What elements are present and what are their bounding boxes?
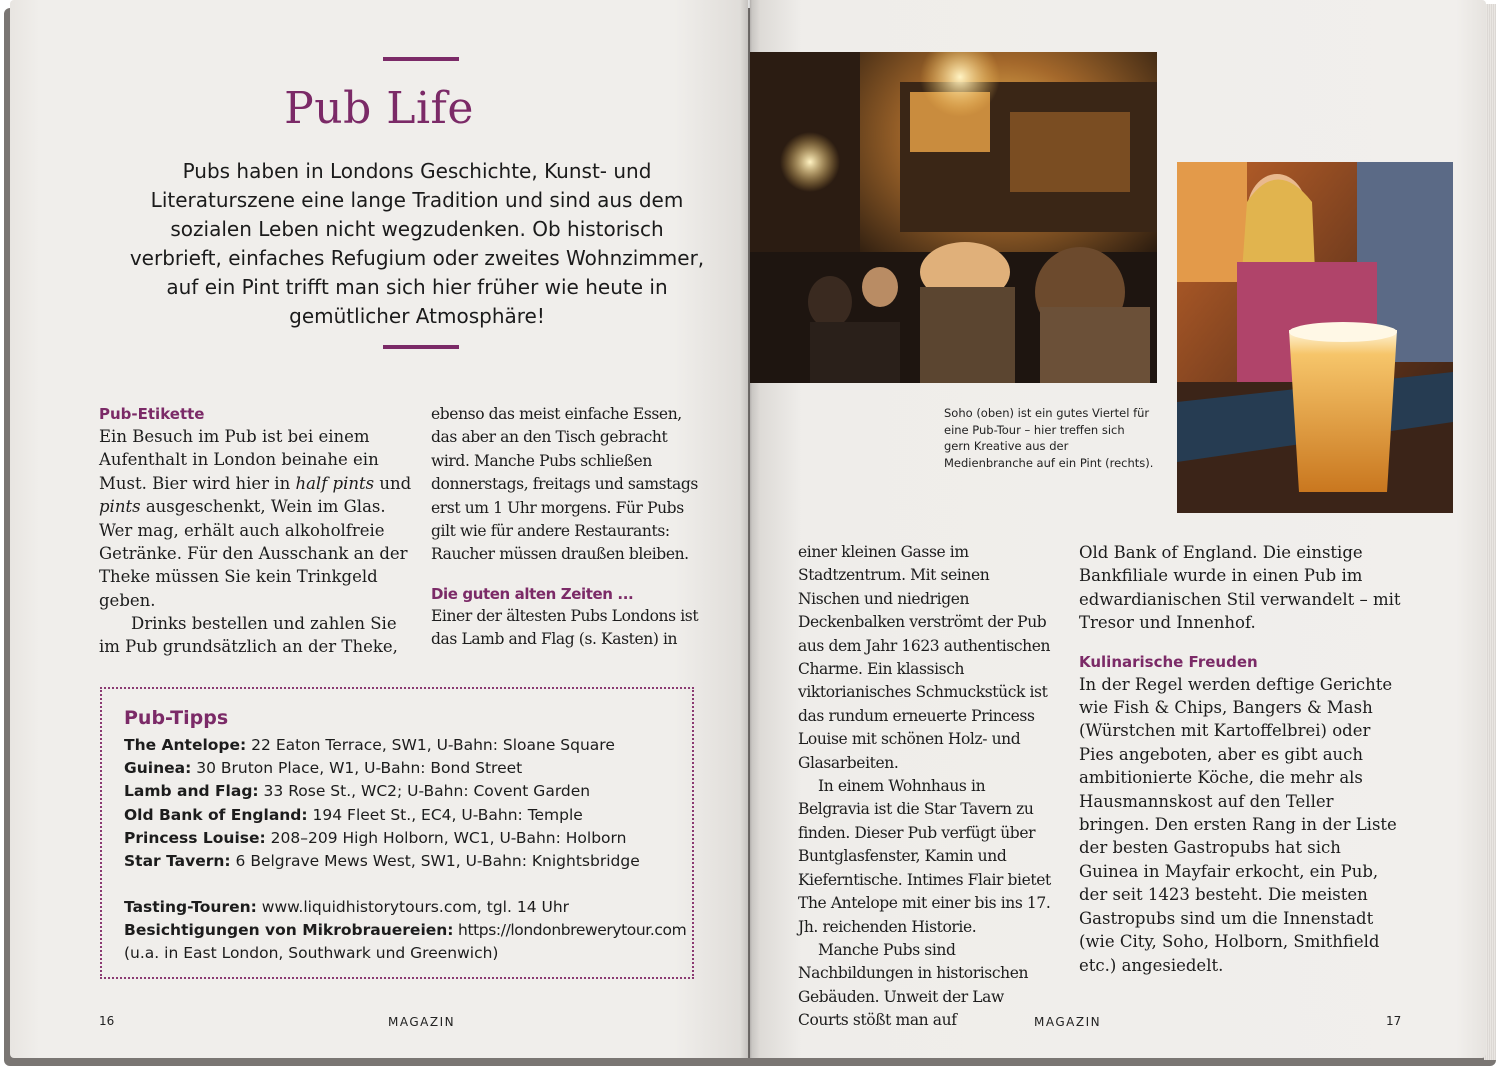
tip-name: Princess Louise: (124, 828, 266, 847)
text-run: Ein Besuch im Pub ist bei einem Aufenthalt in London beinahe ein Must. Bier wird hier in (99, 427, 379, 493)
tasting-tours (124, 896, 689, 919)
running-head-left: MAGAZIN (388, 1015, 456, 1029)
page-title: Pub Life (284, 83, 474, 134)
tip-detail: 33 Rose St., WC2; U-Bahn: Covent Garden (258, 782, 591, 801)
soho-pub-image (750, 52, 1157, 383)
paragraph-star-tavern: In einem Wohnhaus in Belgravia ist die Star Tavern zu finden. Dieser Pub verfügt über Buntglasfenster, Kamin und Kieferntische. Intimes Flair bietet The Antelope mit einer bis ins 17. Jh. reichenden Historie. (798, 777, 1051, 936)
tasting-value: www.liquidhistorytours.com, tgl. 14 Uhr (256, 898, 570, 916)
left-column-2 (431, 403, 706, 652)
tip-item (124, 850, 684, 873)
paragraph-drinks-cont: ebenso das meist einfache Essen, das aber an den Tisch gebracht wird. Manche Pubs schließen donnerstags, freitags und samstags erst um 1 Uhr morgens. Für Pubs gilt wie für andere Restaurants: Raucher müssen draußen bleiben. (431, 405, 698, 564)
page-number-left: 16 (99, 1014, 115, 1028)
emphasis-half-pints: half pints (295, 473, 375, 493)
tip-name: The Antelope: (124, 736, 247, 754)
tip-detail: 22 Eaton Terrace, SW1, U-Bahn: Sloane Square (246, 736, 615, 754)
tip-item (124, 780, 684, 803)
paragraph-drinks-start: Drinks bestellen und zahlen Sie im Pub grundsätzlich an der Theke, (99, 614, 398, 657)
microbrewery-tours (124, 919, 689, 942)
page-number-right: 17 (1386, 1014, 1402, 1028)
tip-name: Lamb and Flag: (124, 782, 259, 801)
section-heading-pub-etikette: Pub-Etikette (99, 405, 205, 423)
paragraph-lamb-flag: einer kleinen Gasse im Stadtzentrum. Mit seinen Nischen und niedrigen Deckenbalken verströmt der Pub aus dem Jahr 1623 authentischen Charme. Ein klassisch viktorianisches Schmuckstück ist das rundum erneuerte Princess Louise mit schönen Holz- und Glasarbeiten. (798, 543, 1051, 772)
left-column-1 (99, 403, 417, 612)
title-top-rule (383, 57, 459, 61)
paragraph-etikette (99, 425, 417, 612)
pub-tips-box (100, 687, 694, 979)
tip-name: Old Bank of England: (124, 805, 308, 824)
tip-item (124, 804, 684, 827)
tips-extra (124, 896, 689, 966)
paragraph-nachbildungen: Manche Pubs sind Nachbildungen in historischen Gebäuden. Unweit der Law Courts stößt man auf (798, 940, 1029, 1030)
right-column-2 (1079, 541, 1404, 977)
tip-item (124, 757, 684, 780)
section-heading-kulinarische-freuden: Kulinarische Freuden (1079, 652, 1258, 671)
tip-detail: 30 Bruton Place, W1, U-Bahn: Bond Street (191, 759, 523, 778)
right-column-1 (798, 541, 1053, 1033)
intro-bottom-rule (383, 345, 459, 349)
paragraph-alte-zeiten: Einer der ältesten Pubs Londons ist das Lamb and Flag (s. Kasten) in (431, 606, 699, 649)
tip-item (124, 734, 684, 757)
tip-item (124, 827, 684, 850)
paragraph-old-bank: Old Bank of England. Die einstige Bankfiliale wurde in einen Pub im edwardianischen Stil verwandelt – mit Tresor und Innenhof. (1079, 543, 1401, 633)
running-head-right: MAGAZIN (1034, 1015, 1102, 1029)
left-column-1-para2 (99, 612, 417, 659)
tip-detail: 208–209 High Holborn, WC1, U-Bahn: Holborn (265, 828, 627, 847)
intro-text: Pubs haben in Londons Geschichte, Kunst- und Literaturszene eine lange Tradition und sind aus dem sozialen Leben nicht wegzudenken. Ob historisch verbrieft, einfaches Refugium oder zweites Wohnzimmer, auf ein Pint trifft man sich hier früher wie heute in gemütlicher Atmosphäre! (129, 159, 705, 328)
microbrewery-note: (u.a. in East London, Southwark und Greenwich) (124, 944, 499, 963)
paragraph-kulinarisch: In der Regel werden deftige Gerichte wie Fish & Chips, Bangers & Mash (Würstchen mit Kartoffelbrei) oder Pies angeboten, aber es gibt auch ambitionierte Köche, die mehr als Hausmannskost auf den Teller bringen. Den ersten Rang in der Liste der besten Gastropubs hat sich Guinea in Mayfair erkocht, ein Pub, der seit 1423 besteht. Die meisten Gastropubs sind um die Innenstadt (wie City, Soho, Holborn, Smithfield etc.) angesiedelt. (1079, 674, 1397, 975)
photo-caption: Soho (oben) ist ein gutes Viertel für eine Pub-Tour – hier treffen sich gern Kreative aus der Medienbranche auf ein Pint (rechts). (944, 406, 1154, 470)
section-heading-alte-zeiten: Die guten alten Zeiten ... (431, 584, 634, 603)
micro-value: https://londonbrewerytour.com (453, 921, 687, 940)
tip-name: Guinea: (124, 759, 192, 778)
emphasis-pints: pints (99, 497, 141, 517)
tips-heading: Pub-Tipps (124, 707, 229, 729)
soho-pub-photo (750, 52, 1157, 383)
tip-detail: 194 Fleet St., EC4, U-Bahn: Temple (307, 805, 583, 824)
tip-detail: 6 Belgrave Mews West, SW1, U-Bahn: Knightsbridge (230, 852, 640, 871)
bar-beer-photo (1177, 162, 1453, 513)
text-run: ausgeschenkt, Wein im Glas. Wer mag, erhält auch alkoholfreie Getränke. Für den Ausschank an der Theke müssen Sie kein Trinkgeld geben. (99, 497, 408, 610)
micro-label: Besichtigungen von Mikrobrauereien: (124, 921, 454, 940)
tasting-label: Tasting-Touren: (124, 898, 257, 916)
text-run: und (374, 473, 412, 493)
bar-beer-image (1177, 162, 1453, 513)
tip-name: Star Tavern: (124, 852, 231, 871)
tips-list (124, 734, 684, 873)
